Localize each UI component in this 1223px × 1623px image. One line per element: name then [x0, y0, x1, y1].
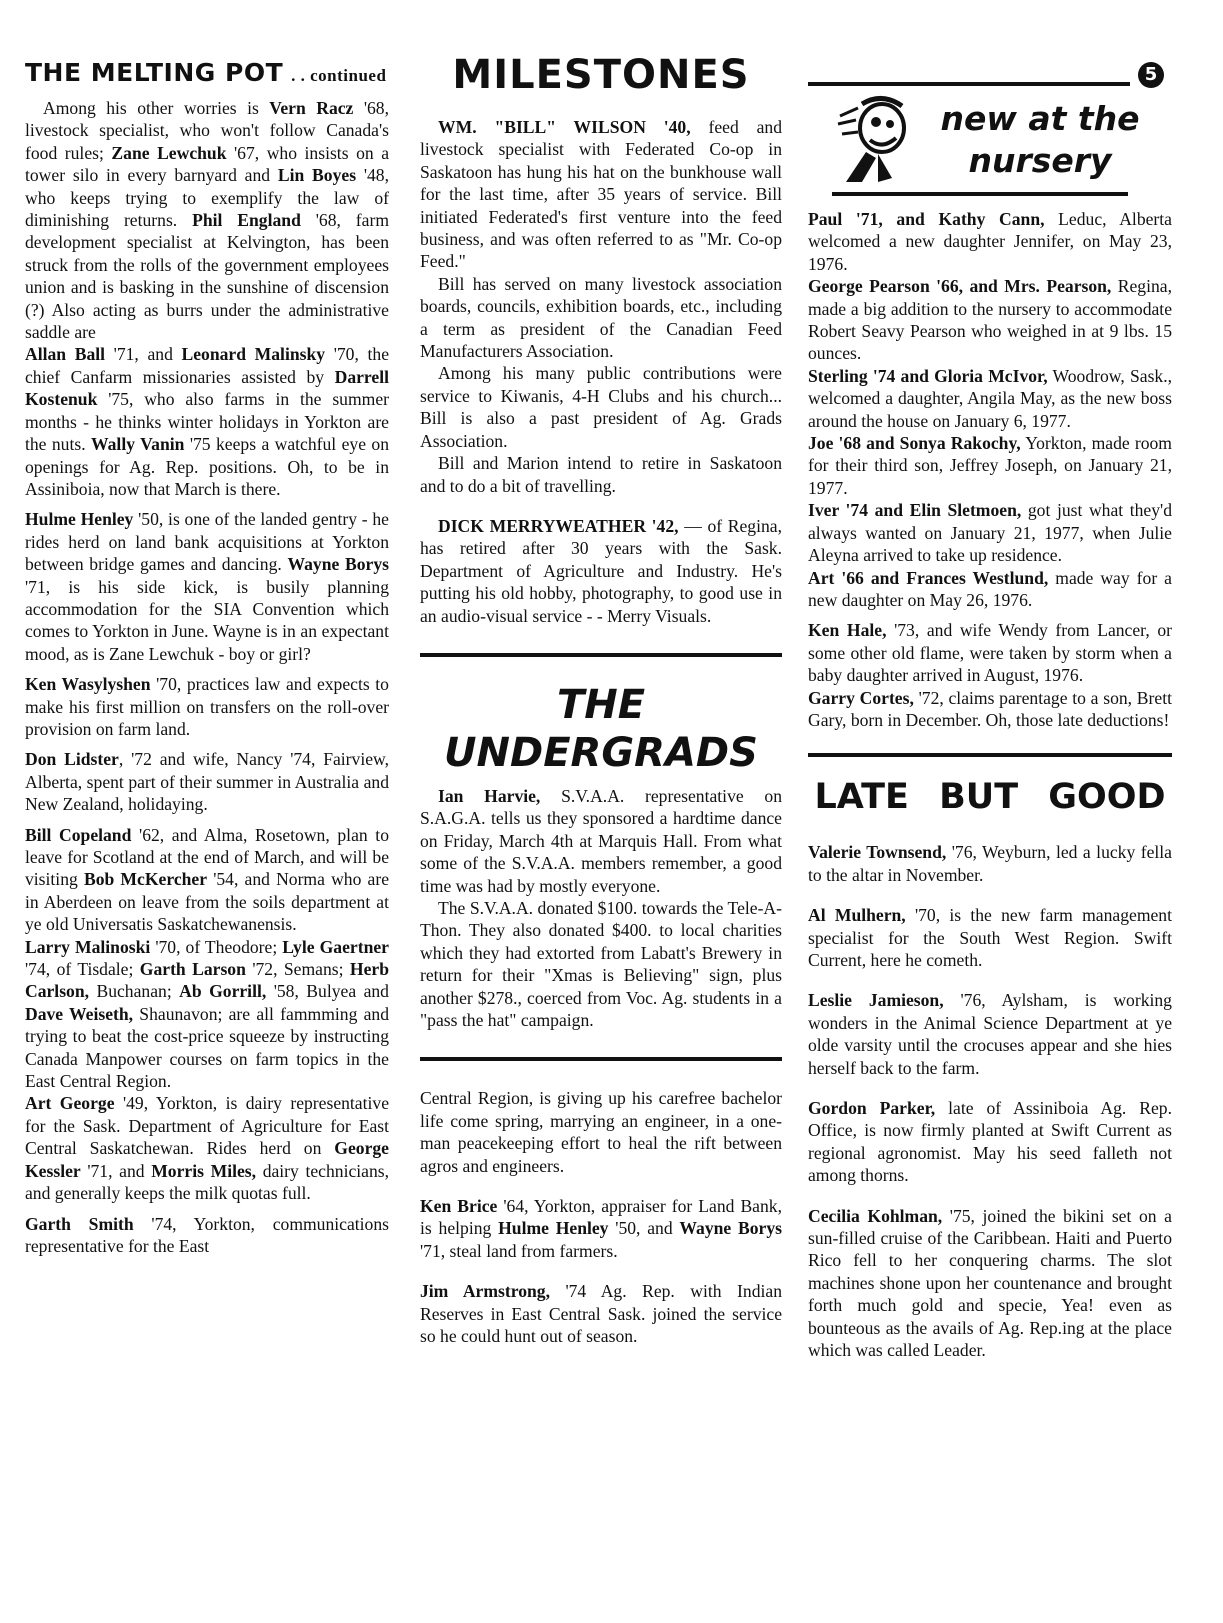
body-text: Bill and Marion intend to retire in Saskatoon and to do a bit of travelling. — [420, 453, 782, 496]
name-bold: WM. "BILL" WILSON '40, — [438, 117, 691, 137]
body-text: Bill has served on many livestock association boards, councils, exhibition boards, etc., including a term as president of the Canadian Feed Manufacturers Association. — [420, 273, 782, 362]
body-text: The S.V.A.A. donated $100. towards the Tele-A-Thon. They also donated $400. to local charities which they had extorted from Labatt's Brewery in return for their "Xmas is Believing" sign, plus another $278., coerced from Voc. Ag. students in a "pass the hat" campaign. — [420, 897, 782, 1030]
body-text: Regina, made a big addition to the nursery to accommodate Robert Seavy Pearson who weighed in at 9 lbs. 15 ounces. — [808, 276, 1172, 364]
name-bold: Vern Racz — [269, 98, 354, 118]
body-text: '71, is his side kick, is busily planning accommodation for the SIA Convention which comes to Yorkton in June. Wayne is in an expectant mood, as is Zane Lewchuk - boy or girl? — [25, 576, 389, 664]
body-text: '50, is one of the landed gentry - he rides herd on land bank acquisitions at Yorkton between bridge games and dancing. — [25, 509, 389, 575]
body-text: '71, steal land from farmers. — [420, 1240, 618, 1261]
body-text: '71, and — [80, 1160, 152, 1181]
body-text: '70, practices law and expects to make his first million on transfers on the roll-over provision on farm land. — [25, 674, 389, 739]
body-text: '70, the chief Canfarm missionaries assisted by — [25, 344, 389, 387]
name-bold: Jim Armstrong, — [420, 1281, 550, 1302]
name-bold: Leonard Malinsky — [181, 344, 326, 365]
name-bold: Ab Gorrill, — [179, 981, 267, 1002]
article-paragraph — [808, 687, 1172, 732]
body-text: '70, of Theodore; — [150, 936, 283, 957]
late-but-good-heading: LATE BUT GOOD — [814, 777, 1166, 818]
name-bold: Hulme Henley — [25, 509, 134, 530]
article-paragraph — [25, 936, 389, 1093]
article-paragraph — [420, 1087, 782, 1177]
body-text: S.V.A.A. representative on S.A.G.A. tells us they sponsored a hardtime dance on Friday, March 4th at Marquis Hall. From what some of the S.V.A.A. members remember, a good time was had by mostly everyone. — [420, 785, 782, 896]
article-paragraph — [25, 1213, 389, 1258]
undergrads-heading: THE UNDERGRADS — [444, 681, 758, 776]
article-paragraph — [420, 897, 782, 1031]
article-paragraph — [808, 432, 1172, 499]
name-bold: Hulme Henley — [498, 1218, 609, 1239]
article-paragraph — [420, 116, 782, 273]
body-text: '74, Yorkton, communications representative for the East — [25, 1213, 390, 1256]
name-bold: Iver '74 and Elin Sletmoen, — [808, 500, 1022, 521]
name-bold: Lin Boyes — [277, 165, 357, 186]
name-bold: Zane Lewchuk — [111, 142, 227, 163]
article-paragraph — [808, 904, 1172, 971]
milestones-heading: MILESTONES — [452, 52, 750, 98]
name-bold: Wayne Borys — [287, 554, 389, 575]
article-paragraph — [420, 362, 782, 452]
section-divider — [808, 82, 1130, 86]
article-paragraph — [808, 841, 1172, 886]
name-bold: Sterling '74 and Gloria McIvor, — [808, 365, 1048, 386]
nursery-column — [808, 208, 1172, 1361]
page-number: 5 — [1138, 62, 1164, 88]
body-text: '75, joined the bikini set on a sun-filled cruise of the Caribbean. Haiti and Puerto Rico fell to her conquering charms. The slot machines shone upon her countenance and brought forth much gold and specie, Yea! even as bounteous as the avails of Ag. Rep.ing at the place which was called Leader. — [808, 1205, 1172, 1361]
name-bold: Ken Wasylyshen — [25, 674, 151, 695]
body-text: '72, claims parentage to a son, Brett Gary, born in December. Oh, those late deductions! — [808, 687, 1172, 730]
article-paragraph — [25, 508, 389, 665]
name-bold: Garth Larson — [139, 959, 246, 980]
article-paragraph — [420, 515, 782, 627]
body-text: , '72 and wife, Nancy '74, Fairview, Alberta, spent part of their summer in Australia and New Zealand, holidaying. — [25, 749, 389, 815]
article-paragraph — [808, 365, 1172, 432]
article-paragraph — [808, 275, 1172, 365]
article-paragraph — [25, 748, 389, 815]
body-text: Leduc, Alberta welcomed a new daughter Jennifer, on May 23, 1976. — [808, 209, 1172, 274]
body-text: '62, and Alma, Rosetown, plan to leave for Scotland at the end of March, and will be visiting — [25, 824, 389, 890]
name-bold: Morris Miles, — [151, 1160, 257, 1181]
name-bold: Wayne Borys — [679, 1218, 783, 1239]
body-text: feed and livestock specialist with Federated Co-op in Saskatoon has hung his hat on the bunkhouse wall for the last time, after 35 years of service. Bill initiated Federated's first venture into the feed business, and was often referred to as "Mr. Co-op Feed." — [420, 117, 782, 272]
body-text: '70, is the new farm management specialist for the South West Region. Swift Current, here he cometh. — [808, 905, 1172, 970]
name-bold: Gordon Parker, — [808, 1098, 936, 1118]
body-text: '74 Ag. Rep. with Indian Reserves in East Central Sask. joined the service so he could hunt out of season. — [420, 1281, 782, 1347]
article-paragraph — [808, 1097, 1172, 1187]
article-paragraph — [808, 1205, 1172, 1362]
body-text: got just what they'd always wanted on January 21, 1977, when Julie Aleyna arrived to take up residence. — [808, 500, 1173, 566]
body-text: '76, Aylsham, is working wonders in the Animal Science Department at ye olde varsity until the crocuses appear and she hies herself back to the farm. — [808, 990, 1172, 1078]
body-text: '67, who insists on a tower silo in every barnyard and — [25, 142, 390, 186]
name-bold: George Kessler — [25, 1138, 389, 1181]
body-text: '58, Bulyea and — [266, 981, 389, 1002]
name-bold: Lyle Gaertner — [282, 936, 389, 957]
melting-pot-column — [25, 97, 389, 1257]
body-text: '75, who also farms in the summer months - he thinks winter holidays in Yorkton are the nuts. — [25, 389, 389, 455]
name-bold: Larry Malinoski — [25, 936, 151, 957]
name-bold: Herb Carlson, — [25, 959, 390, 1002]
body-text: Central Region, is giving up his carefree bachelor life come spring, marrying an engineer, in a one-man peacekeeping effort to heal the rift between agros and engineers. — [420, 1088, 782, 1176]
body-text: '71, and — [105, 344, 182, 365]
name-bold: Bill Copeland — [25, 824, 132, 845]
body-text: '54, and Norma who are in Aberdeen on leave from the soils department at ye old Universatis Saskatchewanensis. — [25, 869, 389, 935]
body-text: Shaunavon; are all fammming and trying to beat the cost-price squeeze by instructing Canada Manpower courses on farm topics in the East Central Region. — [25, 1003, 390, 1092]
body-text: — of Regina, has retired after 30 years with the Sask. Department of Agriculture and Industry. He's putting his old hobby, photography, to good use in an audio-visual service - - Merry Visuals. — [420, 515, 782, 626]
article-paragraph — [25, 824, 389, 936]
article-paragraph — [25, 343, 389, 500]
article-paragraph — [808, 989, 1172, 1079]
name-bold: Art George — [25, 1093, 115, 1114]
article-paragraph — [808, 567, 1172, 612]
body-text: Yorkton, made room for their third son, Jeffrey Joseph, on January 21, 1977. — [808, 433, 1172, 498]
body-text: '75 keeps a watchful eye on openings for Ag. Rep. positions. Oh, to be in Assiniboia, now that March is there. — [25, 434, 389, 499]
article-paragraph — [420, 273, 782, 363]
name-bold: Cecilia Kohlman, — [808, 1205, 943, 1226]
name-bold: Ian Harvie, — [438, 785, 541, 806]
body-text: Buchanan; — [89, 981, 180, 1002]
name-bold: Garry Cortes, — [808, 687, 914, 708]
article-paragraph — [420, 1280, 782, 1347]
name-bold: Joe '68 and Sonya Rakochy, — [808, 433, 1021, 454]
name-bold: Al Mulhern, — [808, 905, 906, 926]
name-bold: Phil England — [192, 210, 301, 231]
body-text: '72, Semans; — [245, 959, 350, 980]
stork-cartoon-icon — [832, 94, 936, 186]
melting-pot-heading: THE MELTING POT . . continued — [25, 58, 387, 87]
body-text: made way for a new daughter on May 26, 1976. — [808, 567, 1172, 610]
name-bold: Garth Smith — [25, 1213, 134, 1234]
name-bold: George Pearson '66, and Mrs. Pearson, — [808, 276, 1112, 297]
body-text: late of Assiniboia Ag. Rep. Office, is now firmly planted at Swift Current as regional agronomist. May his seed falleth not among thorns. — [808, 1098, 1172, 1186]
article-paragraph — [25, 97, 389, 343]
body-text: '64, Yorkton, appraiser for Land Bank, is helping — [420, 1196, 782, 1239]
article-paragraph — [420, 1195, 782, 1262]
article-paragraph — [25, 673, 389, 740]
name-bold: Paul '71, and Kathy Cann, — [808, 209, 1045, 229]
name-bold: Ken Brice — [420, 1196, 498, 1217]
body-text: '50, and — [608, 1218, 680, 1239]
body-text: dairy technicians, and generally keeps the milk quotas full. — [25, 1160, 390, 1204]
body-text: '48, who keeps trying to exemplify the law of diminishing returns. — [25, 165, 389, 231]
nursery-banner — [832, 94, 1140, 186]
name-bold: Allan Ball — [25, 344, 106, 365]
article-paragraph — [808, 499, 1172, 566]
name-bold: Don Lidster — [25, 749, 119, 770]
section-divider — [832, 192, 1128, 196]
body-text: Woodrow, Sask., welcomed a daughter, Angila May, as the new boss around the house on January 6, 1977. — [808, 365, 1173, 431]
body-text: '76, Weyburn, led a lucky fella to the altar in November. — [808, 842, 1172, 885]
milestones-column — [420, 116, 782, 1347]
nursery-heading: new at the nursery — [940, 99, 1140, 180]
body-text: '74, of Tisdale; — [25, 959, 140, 980]
body-text: '68, farm development specialist at Kelvington, has been struck from the rolls of the government employees union and is basking in the sunshine of discension (?) Also acting as burrs under the administrative saddle are — [25, 210, 389, 343]
name-bold: Dave Weiseth, — [25, 1003, 134, 1024]
article-paragraph — [25, 1092, 389, 1204]
name-bold: Wally Vanin — [91, 434, 185, 455]
name-bold: Art '66 and Frances Westlund, — [808, 567, 1049, 588]
article-paragraph — [808, 208, 1172, 275]
body-text: Among his many public contributions were service to Kiwanis, 4-H Clubs and his church... Bill is also a past president of Ag. Grads Association. — [420, 363, 782, 451]
name-bold: Leslie Jamieson, — [808, 990, 944, 1011]
body-text: Among his other worries is — [43, 98, 270, 118]
name-bold: DICK MERRYWEATHER '42, — [438, 515, 679, 536]
body-text: '73, and wife Wendy from Lancer, or some other old flame, were taken by storm when a baby daughter arrived in August, 1976. — [808, 620, 1172, 686]
name-bold: Darrell Kostenuk — [25, 366, 389, 410]
article-paragraph — [420, 452, 782, 497]
section-divider — [808, 753, 1172, 757]
name-bold: Valerie Townsend, — [808, 842, 947, 863]
name-bold: Ken Hale, — [808, 620, 887, 641]
name-bold: Bob McKercher — [83, 869, 208, 890]
article-paragraph — [808, 619, 1172, 686]
body-text: '49, Yorkton, is dairy representative for the Sask. Department of Agriculture for East Central Saskatchewan. Rides herd on — [25, 1093, 389, 1159]
body-text: '68, livestock specialist, who won't follow Canada's food rules; — [25, 98, 389, 163]
article-paragraph — [420, 785, 782, 897]
